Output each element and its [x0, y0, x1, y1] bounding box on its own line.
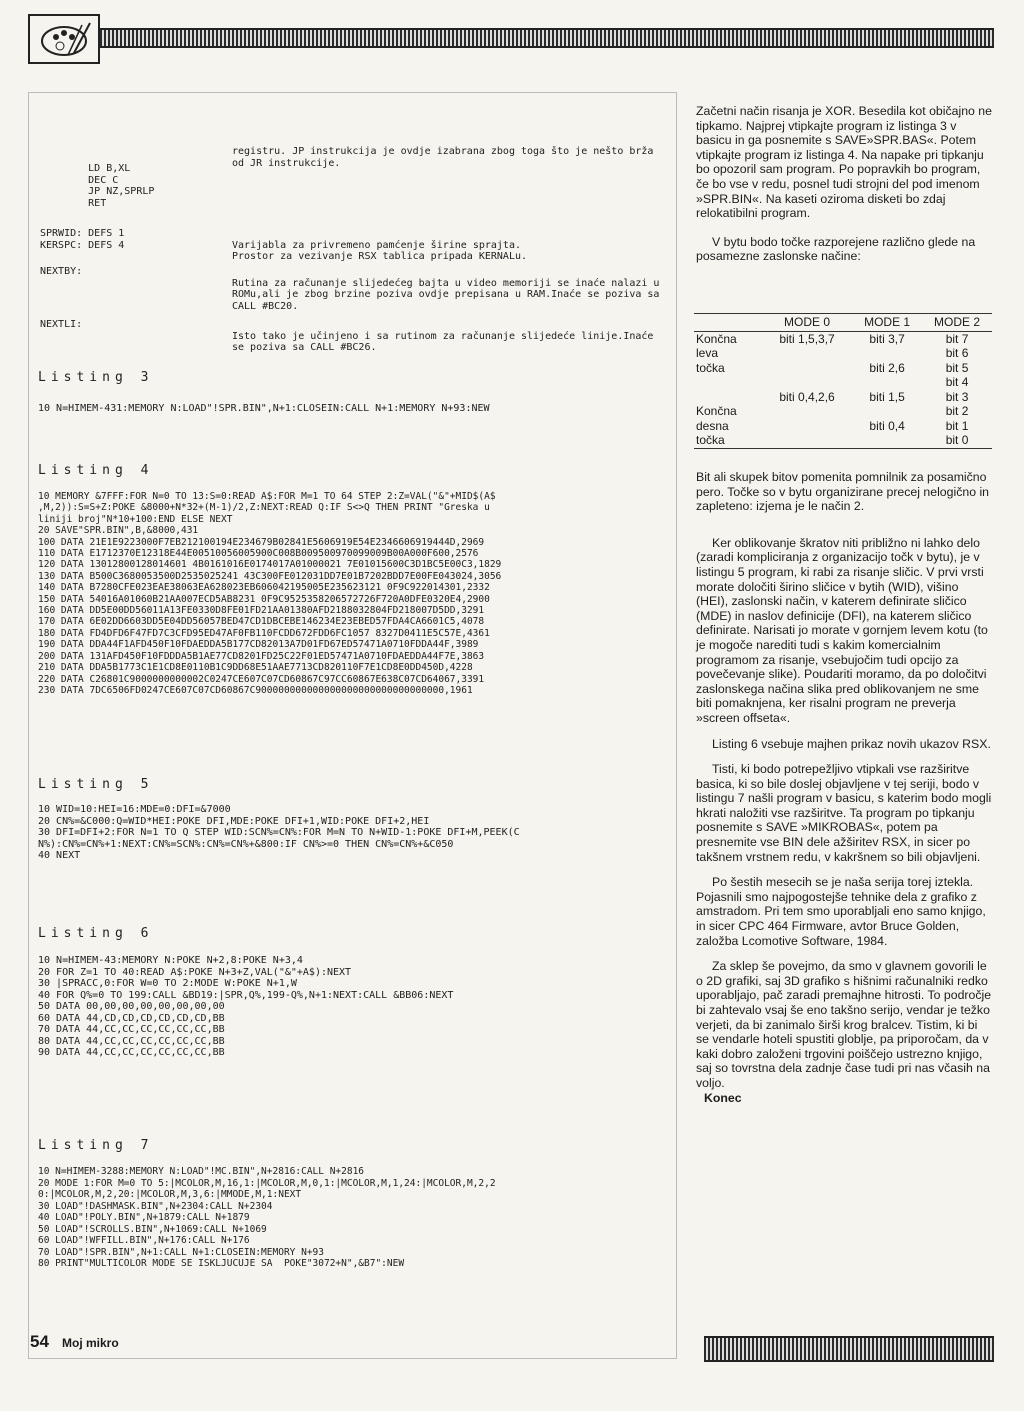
table-cell: Končna: [696, 404, 737, 418]
table-cell: bit 5: [945, 360, 969, 375]
listing-code: 10 MEMORY &7FFF:FOR N=0 TO 13:S=0:READ A$:FOR M=1 TO 64 STEP 2:Z=VAL("&"+MID$(A$ ,M,2)):S=S+Z:POKE &8000+N*32+(M-1)/2,Z:NEXT:READ Q:IF S<>Q THEN PRINT "Greska u liniji broj"N*10+100:END ELSE NEXT 20 SAVE"SPR.BIN",B,&8000,431 100 DATA 21E1E9223000F7EB212100194E234679B02841E5606919E54E2346606919444D,2969 110 DATA E1712370E12318E44E00510056005900C008B009500970099009B00A000F600,2576 120 DATA 13012800128014601 4B0161016E0174017A01000021 7E01015600C3D1BC5E00C3,1829 130 DATA B500C3680053500D2535025241 43C300FE012031DD7E01B7202BDD7E00FE043024,3056 140 DATA B7280CFE023EAE38063EA628023EB606042195005E235623121 0F9C922014301,2332 150 DATA 54016A01060B21AA007ECD5AB8231 0F9C9525358206572726F720A0DFE0320E4,2900 160 DATA DD5E00DD56011A13FE0330D8FE01FD21AA01380AFD2188032804FD218007D5DD,3291 170 DATA 6E02DD6603DD5E04DD56057BED47CD1DBCEBE146234E23EBED57FDA4CA6601C5,4078 180 DATA FD4DFD6F47FD7C3CFD95ED47AF0FB110FCDD672FDD6FC1057 8327D0411E5C57E,4361 190 DATA DDA44F1AFD450F10FDAEDDA5B177CD82013A7D01FD67ED57471A0710FDDA44F,3989 200 DATA 131AFD450F10FDDDA5B1AE77CD8201FD25C22F01ED57471A0710FDAEDDA44F7E,3863 210 DATA DDA5B1773C1E1CD8E0110B1C9DD68E51AAE7713CD820110F7E1CD8E0DD450D,4228 220 DATA C26801C9000000000002C0247CE607C07CD60867C97CC60867E638C07CD64067,3391 230 DATA 7DC6506FD0247CE607C07CD60867C900000000000000000000000000000000,1961: [38, 491, 502, 696]
table-cell: biti 2,6: [869, 360, 905, 375]
listing-title: Listing 3: [38, 370, 154, 385]
end-mark: Konec: [704, 1090, 742, 1105]
asm-label: NEXTBY:: [40, 266, 83, 277]
paragraph: Listing 6 vsebuje majhen prikaz novih ukazov RSX.: [712, 736, 991, 751]
asm-comment: Isto tako je učinjeno i sa rutinom za računanje slijedeće linije.Inaće se poziva sa CALL #BC26.: [232, 330, 654, 353]
table-cell: biti 1,5: [869, 389, 905, 404]
table-cell: desna: [696, 418, 729, 433]
table-row: [694, 390, 992, 405]
asm-row: [40, 140, 654, 209]
table-row: [694, 361, 992, 376]
asm-row: [40, 205, 528, 262]
paragraph: Za sklep še povejmo, da smo v glavnem govorili le o 2D grafiki, saj 3D grafiko s hišnimi računalniki redko uporabljajo, pač zaradi premajhne hitrosti. To področje bi zahtevalo vsaj še eno takšno serijo, vendar je težko verjeti, da bi zanimalo širši krog bralcev. Tistim, ki bi se vendarle hoteli spustiti globlje, pa priporočam, da v kaki dobro založeni trgovini poiščejo ustrezno knjigo, saj so tovrstna dela zadnje čase tudi pri nas včasih na voljo.: [696, 959, 992, 1090]
table-cell: točka: [696, 360, 725, 375]
palette-logo-icon: [28, 14, 100, 64]
asm-label: NEXTLI:: [40, 319, 83, 330]
table-cell: [762, 419, 852, 434]
listing-code: 10 WID=10:HEI=16:MDE=0:DFI=&7000 20 CN%=&C000:Q=WID*HEI:POKE DFI,MDE:POKE DFI+1,WID:POKE DFI+2,HEI 30 DFI=DFI+2:FOR N=1 TO Q STEP WID:SCN%=CN%:FOR M=N TO N+WID-1:POKE DFI+M,PEEK(C N%):CN%=CN%+1:NEXT:CN%=SCN%:CN%=CN%+&800:IF CN%>=0 THEN CN%=CN%+&C050 40 NEXT: [38, 804, 520, 861]
listing-code: 10 N=HIMEM-3288:MEMORY N:LOAD"!MC.BIN",N+2816:CALL N+2816 20 MODE 1:FOR M=0 TO 5:|MCOLOR,M,16,1:|MCOLOR,M,0,1:|MCOLOR,M,1,24:|MCOLOR,M,2,2 0:|MCOLOR,M,2,20:|MCOLOR,M,3,6:|MMODE,M,1:NEXT 30 LOAD"!DASHMASK.BIN",N+2304:CALL N+2304 40 LOAD"!POLY.BIN",N+1879:CALL N+1879 50 LOAD"!SCROLLS.BIN",N+1069:CALL N+1069 60 LOAD"!WFFILL.BIN",N+176:CALL N+176 70 LOAD"!SPR.BIN",N+1:CALL N+1:CLOSEIN:MEMORY N+93 80 PRINT"MULTICOLOR MODE SE ISKLJUCUJE SA POKE"3072+N",&B7":NEW: [38, 1166, 496, 1269]
table-row: [694, 404, 992, 419]
listing-title: Listing 6: [38, 926, 154, 941]
listing-title: Listing 5: [38, 777, 154, 792]
paragraph: V bytu bodo točke razporejene različno glede na posamezne zaslonske načine:: [696, 234, 976, 264]
table-cell: [762, 433, 852, 448]
table-cell: bit 2: [945, 404, 969, 418]
table-header: MODE 2: [922, 314, 992, 332]
asm-comment: registru. JP instrukcija je ovdje izabrana zbog toga što je nešto brža od JR instrukcije.: [232, 146, 654, 169]
table-row: [694, 346, 992, 361]
table-header: MODE 0: [762, 314, 852, 332]
asm-comment: Varijabla za privremeno pamćenje širine sprajta. Prostor za vezivanje RSX tablica pripada KERNALu.: [232, 239, 528, 262]
paragraph: Tisti, ki bodo potrepežljivo vtipkali vse razširitve basica, ki so bile doslej objavljene v tej seriji, bodo v listingu 7 našli program v basicu, s katerim bodo mogli hkrati naložiti vse razširitve. Ta program po tipkanju posnemite s SAVE »MIKROBAS«, potem pa presnemite vse BIN dele ažširitev RSX, in sicer po takšnem vrstnem redu, v kakršnem so bili objavljeni.: [696, 762, 992, 864]
table-cell: biti 0,4,2,6: [779, 389, 835, 404]
table-cell: [694, 375, 762, 390]
article-column: [696, 104, 992, 275]
table-cell: točka: [694, 433, 762, 448]
table-cell: biti 3,7: [869, 331, 905, 346]
paragraph: Po šestih mesecih se je naša serija torej iztekla. Pojasnili smo najpogostejše tehnike dela z grafiko z amstradom. Pri tem smo uporabljali eno samo knjigo, in sicer CPC 464 Firmware, avtor Bruce Golden, založba Lcomotive Software, 1984.: [696, 875, 986, 948]
pixel-mode-table: [694, 313, 992, 449]
table-cell: [852, 404, 922, 419]
table-cell: leva: [696, 346, 719, 360]
listing-code: 10 N=HIMEM-431:MEMORY N:LOAD"!SPR.BIN",N+1:CLOSEIN:CALL N+1:MEMORY N+93:NEW: [38, 403, 490, 414]
paragraph: Ker oblikovanje škratov niti približno ni lahko delo (zaradi kompliciranja z organizacijo točk v bytu), je v listingu 5 program, ki rabi za risanje sličic. V prvi vrsti morate določiti širino sličice v bytih (WID), višino (HEI), zaslonski način, v katerem definirate sličico (MDE) in naslov definicije (DFI), na katerem sličico definirate. Narisati jo morate v gornjem levem kotu (to je mogoče narediti tudi s kakim komercialnim programom za risanje, vsebujočim tudi opcijo za povečevanje slike). Poudariti moramo, da po določitvi zaslonskega načina slika pred oblikovanjem ne sme biti pomaknjena, ker risalni program ne preverja »screen offseta«.: [696, 535, 988, 725]
table-header: [694, 314, 762, 332]
listing-code: 10 N=HIMEM-43:MEMORY N:POKE N+2,8:POKE N+3,4 20 FOR Z=1 TO 40:READ A$:POKE N+3+Z,VAL("&"+A$):NEXT 30 |SPRACC,0:FOR W=0 TO 2:MODE W:POKE N+1,W 40 FOR Q%=0 TO 199:CALL &BD19:|SPR,Q%,199-Q%,N+1:NEXT:CALL &BB06:NEXT 50 DATA 00,00,00,00,00,00,00,00 60 DATA 44,CD,CD,CD,CD,CD,CD,BB 70 DATA 44,CC,CC,CC,CC,CC,CC,BB 80 DATA 44,CC,CC,CC,CC,CC,CC,BB 90 DATA 44,CC,CC,CC,CC,CC,CC,BB: [38, 955, 454, 1058]
table-cell: [762, 375, 852, 390]
table-row: [694, 331, 992, 346]
magazine-name: Moj mikro: [62, 1336, 119, 1350]
top-decorative-bar: [28, 28, 994, 48]
table-cell: [852, 375, 922, 390]
table-header: MODE 1: [852, 314, 922, 332]
asm-label: LD B,XL DEC C JP NZ,SPRLP RET: [88, 163, 155, 209]
table-cell: Končna: [696, 331, 737, 346]
table-cell: [694, 390, 762, 405]
table-cell: bit 3: [945, 389, 969, 404]
paragraph: Bit ali skupek bitov pomenita pomnilnik za posamično pero. Točke so v bytu organizirane precej nelogično in zapleteno: izjema je le način 2.: [696, 470, 990, 514]
page-number: 54: [30, 1332, 49, 1351]
table-cell: [852, 433, 922, 448]
table-cell: [852, 346, 922, 361]
table-cell: biti 0,4: [869, 418, 905, 433]
table-cell: biti 1,5,3,7: [779, 331, 835, 346]
table-cell: bit 6: [945, 346, 969, 360]
asm-comment: Rutina za računanje slijedećeg bajta u video memoriji se inaće nalazi u ROMu,ali je zbog brzine poziva ovdje prepisana u RAM.Inaće se poziva sa CALL #BC20.: [232, 277, 660, 312]
table-cell: bit 4: [945, 375, 969, 389]
bottom-decorative-bar: [704, 1336, 994, 1362]
listing-title: Listing 7: [38, 1138, 154, 1153]
table-cell: [762, 404, 852, 419]
table-row: [694, 433, 992, 448]
table-cell: [762, 361, 852, 376]
table-cell: bit 1: [945, 418, 969, 433]
asm-label: SPRWID: DEFS 1 KERSPC: DEFS 4: [40, 228, 125, 251]
listing-title: Listing 4: [38, 463, 154, 478]
asm-row: [40, 296, 654, 353]
table-row: [694, 419, 992, 434]
table-cell: [762, 346, 852, 361]
table-cell: bit 0: [922, 433, 992, 448]
article-column: [696, 470, 992, 1116]
table-row: [694, 375, 992, 390]
table-cell: bit 7: [945, 331, 969, 346]
paragraph: Začetni način risanja je XOR. Besedila kot običajno ne tipkamo. Najprej vtipkajte program iz listinga 3 v basicu in ga posnemite s SAVE»SPR.BAS«. Potem vtipkajte program iz listinga 4. Na napake pri tipkanju bo opozoril sam program. Po popravkih bo program, če bo vse v redu, posnel tudi strojni del pod imenom »SPR.BIN«. Na kaseti oziroma disketi bo zdaj relokatibilni program.: [696, 104, 992, 221]
